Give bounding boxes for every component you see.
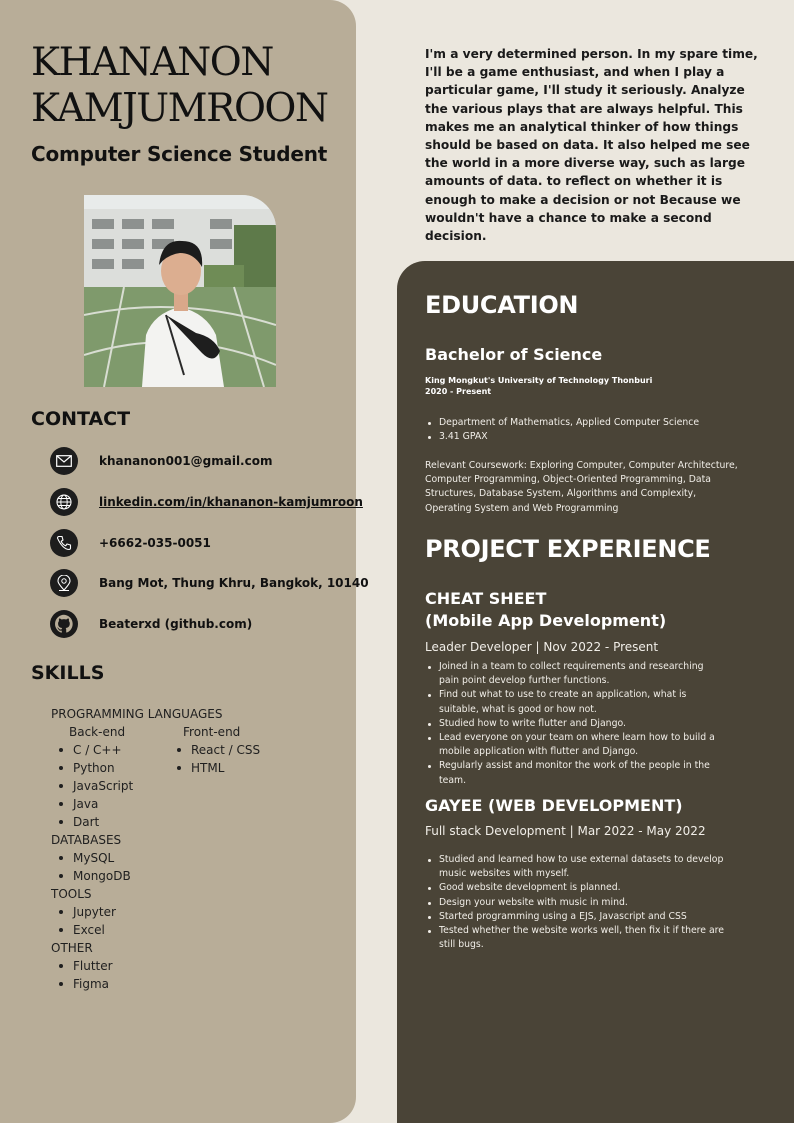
databases-list xyxy=(51,849,341,885)
backend-label: Back-end xyxy=(69,725,126,739)
list-item: Python xyxy=(51,759,341,777)
globe-icon xyxy=(50,488,78,516)
mail-icon xyxy=(50,447,78,475)
sidebar-panel xyxy=(0,0,369,1123)
list-item: Started programming using a EJS, Javascript and CSS xyxy=(425,910,725,924)
linkedin-link[interactable]: linkedin.com/in/khananon-kamjumroon xyxy=(99,495,363,509)
list-item: HTML xyxy=(169,759,260,777)
list-item: Regularly assist and monitor the work of the people in the team. xyxy=(425,759,725,787)
list-item: JavaScript xyxy=(51,777,341,795)
list-item: Lead everyone on your team on where learn how to build a mobile application with flutter and Django. xyxy=(425,731,725,759)
profile-photo-illustration xyxy=(84,195,276,387)
list-item: Java xyxy=(51,795,341,813)
list-item: Studied how to write flutter and Django. xyxy=(425,717,725,731)
school-name: King Mongkut's University of Technology Thonburi xyxy=(425,376,653,385)
skill-category-programming: PROGRAMMING LANGUAGES xyxy=(51,707,223,721)
contact-address xyxy=(50,568,369,598)
list-item: Excel xyxy=(51,921,341,939)
skills-heading: SKILLS xyxy=(31,662,105,684)
list-item: Flutter xyxy=(51,957,341,975)
project-title-line2: (Mobile App Development) xyxy=(425,611,667,630)
list-item: Design your website with music in mind. xyxy=(425,896,725,910)
project-title xyxy=(425,588,666,632)
frontend-label: Front-end xyxy=(183,725,241,739)
github-text[interactable]: Beaterxd (github.com) xyxy=(99,617,253,631)
job-title: Computer Science Student xyxy=(31,142,328,166)
project-bullets xyxy=(425,853,725,952)
list-item: MongoDB xyxy=(51,867,341,885)
contact-email xyxy=(50,446,273,476)
github-icon xyxy=(50,610,78,638)
skill-category-databases: DATABASES xyxy=(51,833,122,847)
other-list xyxy=(51,957,341,993)
education-heading: EDUCATION xyxy=(425,291,579,319)
degree-title: Bachelor of Science xyxy=(425,345,603,364)
programming-columns xyxy=(51,723,341,831)
person-name xyxy=(31,40,328,132)
projects-heading: PROJECT EXPERIENCE xyxy=(425,535,711,563)
list-item: Good website development is planned. xyxy=(425,881,725,895)
phone-icon xyxy=(50,529,78,557)
email-text: khananon001@gmail.com xyxy=(99,454,273,468)
project-title: GAYEE (WEB DEVELOPMENT) xyxy=(425,796,683,815)
profile-summary: I'm a very determined person. In my spare time, I'll be a game enthusiast, and when I play a particular game, I'll study it seriously. Analyze the various plays that are always helpful. This makes me an analytical thinker of how things should be based on data. It also helped me see the world in a more diverse way, such as large amounts of data. to reflect on whether it is enough to make a decision or not Because we wouldn't have a chance to make a second decision. xyxy=(425,47,758,244)
coursework: Relevant Coursework: Exploring Computer, Computer Architecture, Computer Programming, Object-Oriented Programming, Data Structures, Database System, Algorithms and Complexity, Operating System and Web Programming xyxy=(425,460,738,514)
tools-list xyxy=(51,903,341,939)
project-title-line1: CHEAT SHEET xyxy=(425,589,547,608)
list-item: Department of Mathematics, Applied Computer Science xyxy=(425,416,745,430)
list-item: C / C++ xyxy=(51,741,341,759)
project-role: Leader Developer | Nov 2022 - Present xyxy=(425,640,659,654)
contact-github[interactable] xyxy=(50,609,253,639)
list-item: React / CSS xyxy=(169,741,260,759)
address-text: Bang Mot, Thung Khru, Bangkok, 10140 xyxy=(99,576,369,590)
list-item: Dart xyxy=(51,813,341,831)
name-last: KAMJUMROON xyxy=(31,86,328,131)
profile-photo xyxy=(84,195,276,387)
list-item: Jupyter xyxy=(51,903,341,921)
list-item: MySQL xyxy=(51,849,341,867)
frontend-list xyxy=(169,741,260,777)
skills-section xyxy=(51,705,341,993)
project-bullets xyxy=(425,660,725,788)
contact-heading: CONTACT xyxy=(31,408,131,430)
list-item: Joined in a team to collect requirements and researching pain point develop further functions. xyxy=(425,660,725,688)
list-item: Find out what to use to create an application, what is suitable, what is good or how not. xyxy=(425,688,725,716)
main-panel xyxy=(397,261,794,1123)
name-first: KHANANON xyxy=(31,40,273,85)
skill-category-other: OTHER xyxy=(51,941,93,955)
contact-linkedin[interactable] xyxy=(50,487,363,517)
list-item: 3.41 GPAX xyxy=(425,430,745,444)
phone-text: +6662-035-0051 xyxy=(99,536,211,550)
location-pin-icon xyxy=(50,569,78,597)
skill-category-tools: TOOLS xyxy=(51,887,92,901)
list-item: Tested whether the website works well, then fix it if there are still bugs. xyxy=(425,924,725,952)
education-details xyxy=(425,416,745,444)
list-item: Studied and learned how to use external datasets to develop music websites with myself. xyxy=(425,853,725,881)
frontend-column xyxy=(165,723,260,777)
education-period: 2020 - Present xyxy=(425,387,492,396)
list-item: Figma xyxy=(51,975,341,993)
project-role: Full stack Development | Mar 2022 - May 2022 xyxy=(425,824,706,838)
contact-phone xyxy=(50,528,211,558)
